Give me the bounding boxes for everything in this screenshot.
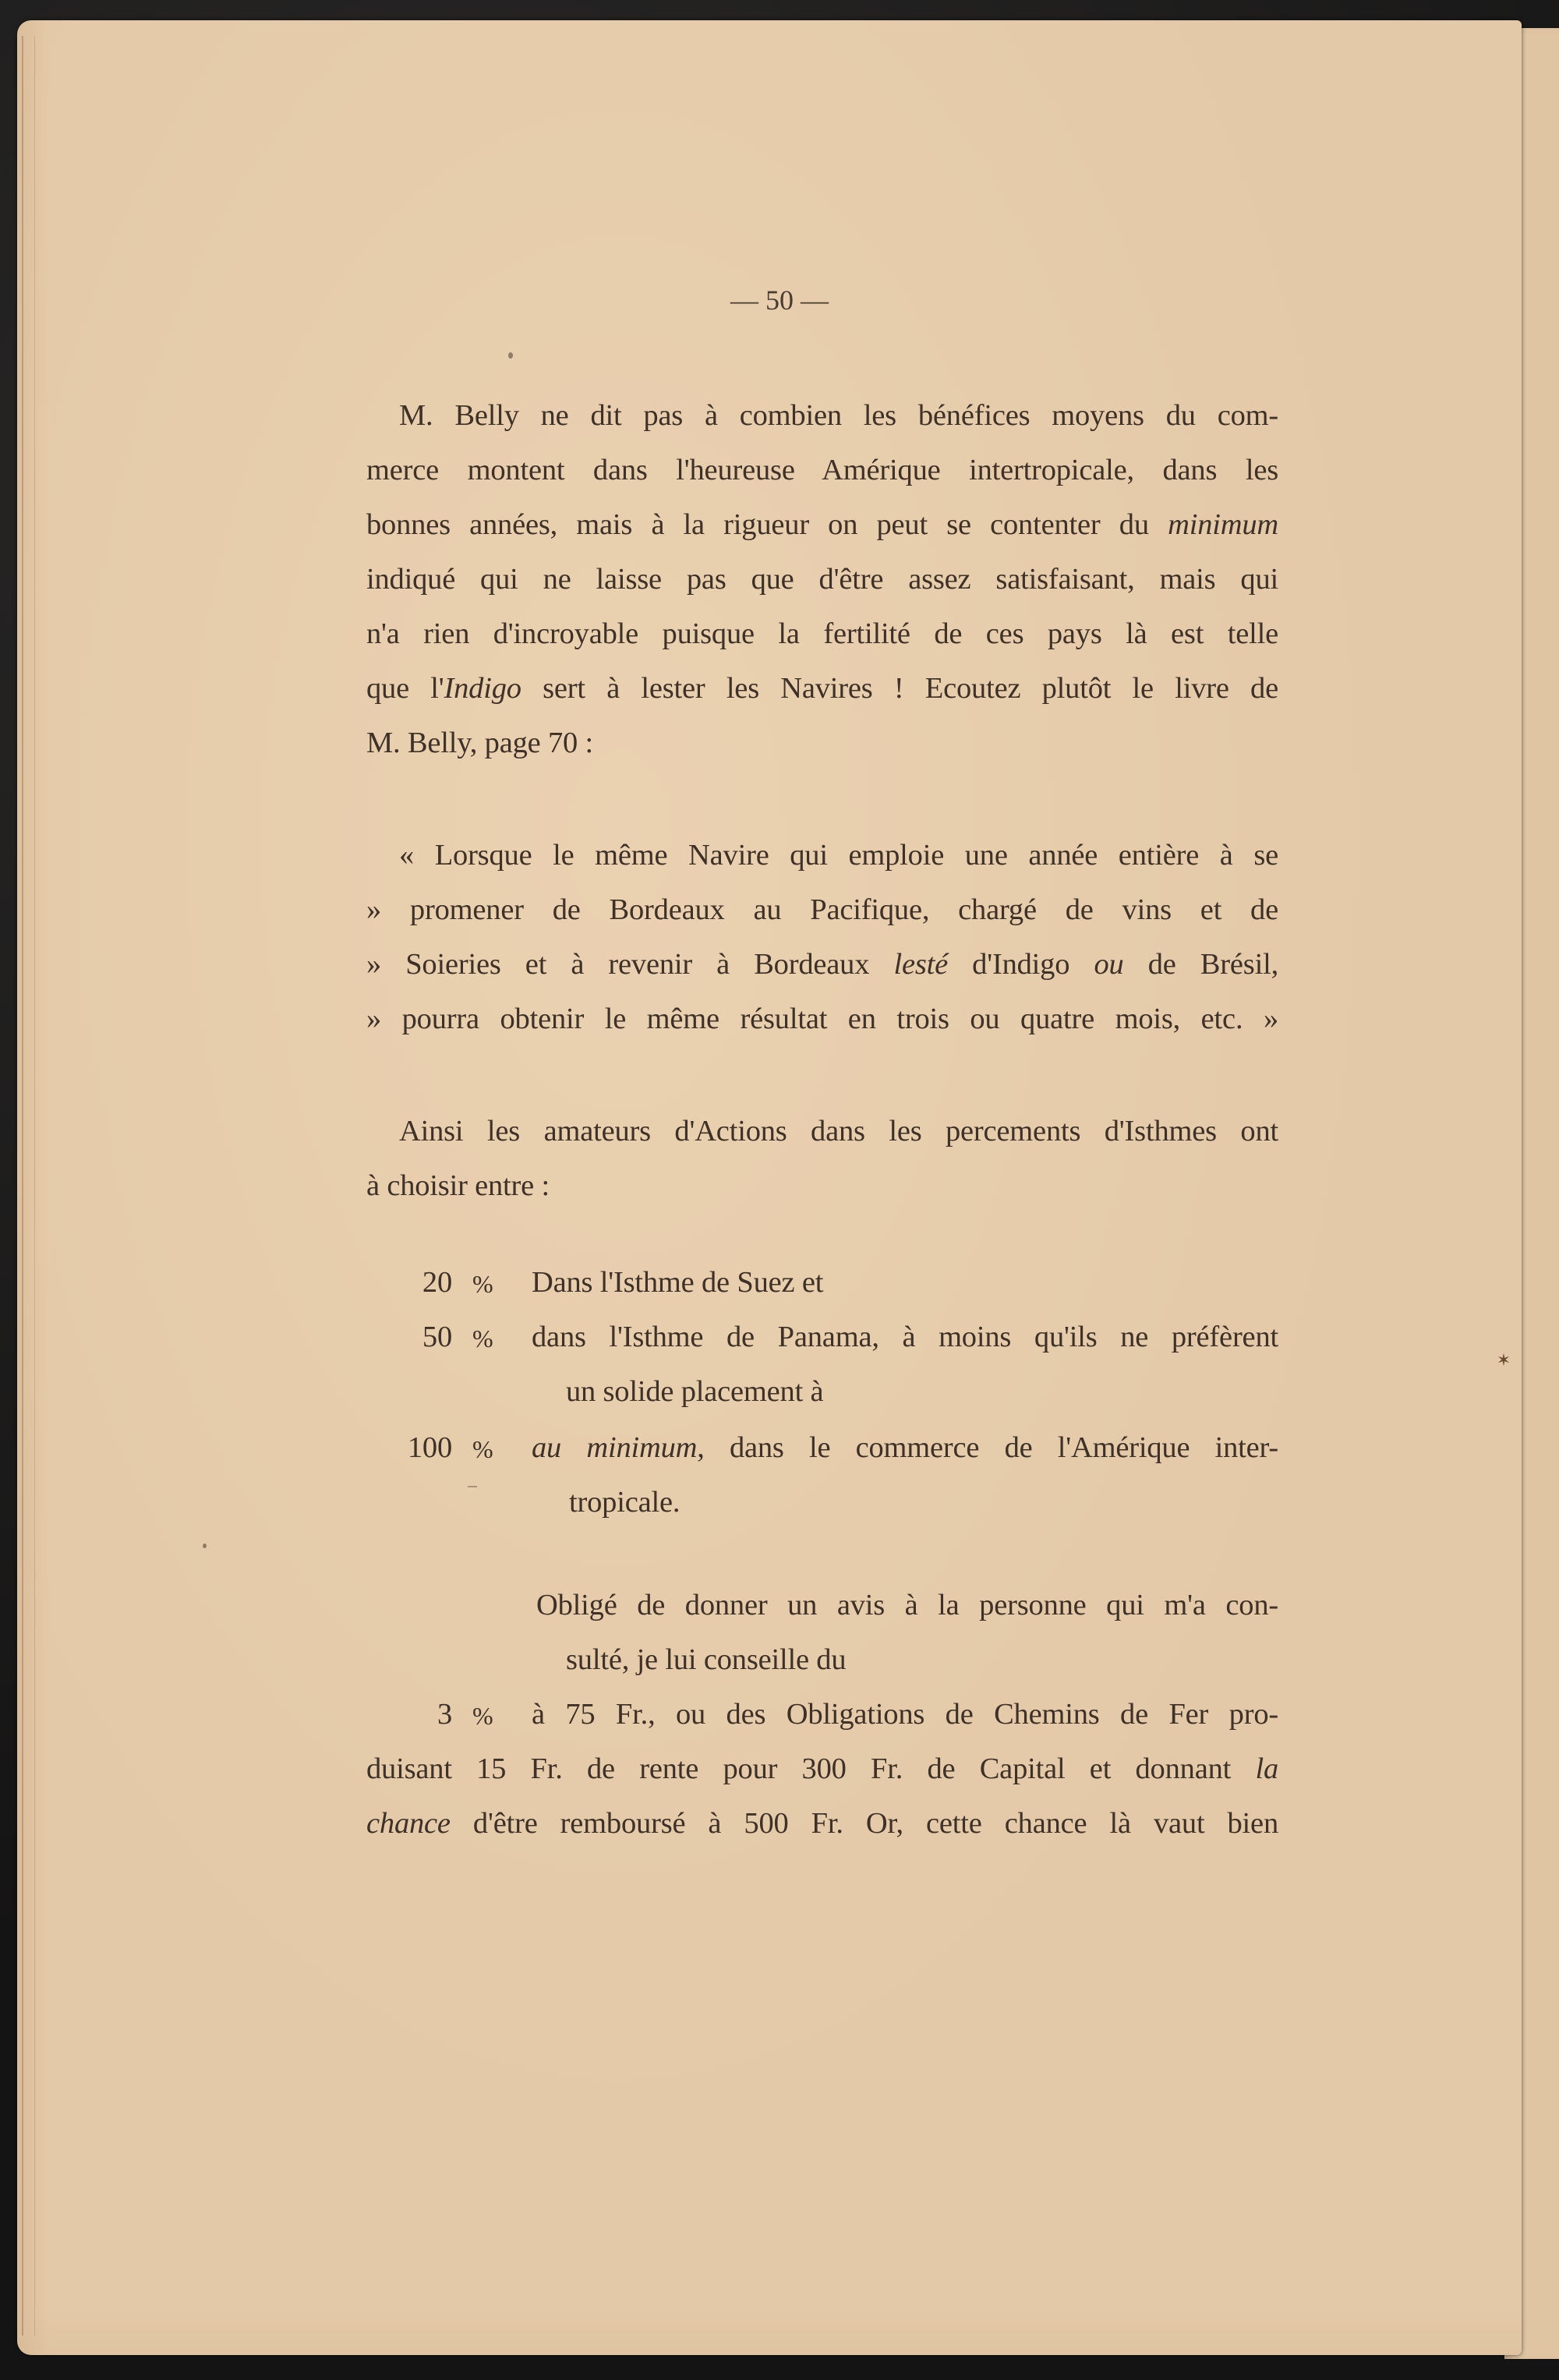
choice-continuation: tropicale. xyxy=(569,1486,681,1519)
page-number: — 50 — xyxy=(730,285,829,316)
quote-line-3: » Soieries et à revenir à Bordeaux lesté d'Indigo ou de Brésil, xyxy=(366,948,1278,981)
choice-rate: 20 xyxy=(422,1266,452,1299)
margin-dash xyxy=(468,1486,477,1487)
choice-rate: 100 xyxy=(407,1431,452,1464)
page-damage-mark: ✶ xyxy=(1496,1350,1511,1370)
choice-text: dans l'Isthme de Panama, à moins qu'ils ne préfèrent xyxy=(532,1321,1278,1353)
emphasis-leste: lesté xyxy=(893,948,949,981)
percent-sign: % xyxy=(472,1435,493,1463)
quote-line-1: « Lorsque le même Navire qui emploie une année entière à se xyxy=(399,839,1278,872)
paragraph-1-line-2: merce montent dans l'heureuse Amérique intertropicale, dans les xyxy=(366,454,1278,486)
choice-continuation: un solide placement à xyxy=(566,1375,824,1408)
emphasis-ou: ou xyxy=(1094,948,1124,981)
quote-line-4: » pourra obtenir le même résultat en trois ou quatre mois, etc. » xyxy=(366,1003,1278,1035)
paragraph-1-line-3: bonnes années, mais à la rigueur on peut se contenter du minimum xyxy=(366,508,1278,541)
paragraph-1-line-1: M. Belly ne dit pas à combien les bénéfices moyens du com- xyxy=(399,399,1278,432)
paragraph-1-line-4: indiqué qui ne laisse pas que d'être assez satisfaisant, mais qui xyxy=(366,563,1278,596)
advice-closing-line-1: duisant 15 Fr. de rente pour 300 Fr. de Capital et donnant la xyxy=(366,1752,1278,1785)
advice-line-2: sulté, je lui conseille du xyxy=(566,1643,847,1676)
ink-speck xyxy=(508,352,513,359)
emphasis-au-minimum: au minimum xyxy=(532,1431,698,1464)
paragraph-2-line-1: Ainsi les amateurs d'Actions dans les percements d'Isthmes ont xyxy=(399,1115,1278,1148)
percent-sign: % xyxy=(472,1324,493,1353)
advice-rate-text: à 75 Fr., ou des Obligations de Chemins de Fer pro- xyxy=(532,1698,1278,1731)
choice-text: Dans l'Isthme de Suez et xyxy=(532,1266,824,1299)
advice-line-1: Obligé de donner un avis à la personne qui m'a con- xyxy=(536,1589,1278,1621)
choice-rate: 50 xyxy=(422,1321,452,1353)
paragraph-1-line-7: M. Belly, page 70 : xyxy=(366,727,593,759)
paragraph-1-line-6: que l'Indigo sert à lester les Navires ! Ecoutez plutôt le livre de xyxy=(366,672,1278,705)
paragraph-1-line-5: n'a rien d'incroyable puisque la fertilité de ces pays là est telle xyxy=(366,617,1278,650)
ink-speck xyxy=(203,1544,207,1548)
emphasis-indigo: Indigo xyxy=(444,672,521,705)
emphasis-la: la xyxy=(1255,1752,1278,1785)
book-page xyxy=(17,20,1522,2355)
paragraph-2-line-2: à choisir entre : xyxy=(366,1169,550,1202)
advice-rate: 3 xyxy=(437,1698,452,1731)
advice-closing-line-2: chance d'être remboursé à 500 Fr. Or, cette chance là vaut bien xyxy=(366,1807,1278,1840)
emphasis-chance: chance xyxy=(366,1807,451,1840)
quote-line-2: » promener de Bordeaux au Pacifique, chargé de vins et de xyxy=(366,893,1278,926)
choice-text: au minimum, dans le commerce de l'Amérique inter- xyxy=(532,1431,1278,1464)
page-edge-lines xyxy=(22,36,35,2336)
percent-sign: % xyxy=(472,1270,493,1298)
emphasis-minimum: minimum xyxy=(1168,508,1278,541)
percent-sign: % xyxy=(472,1702,493,1730)
